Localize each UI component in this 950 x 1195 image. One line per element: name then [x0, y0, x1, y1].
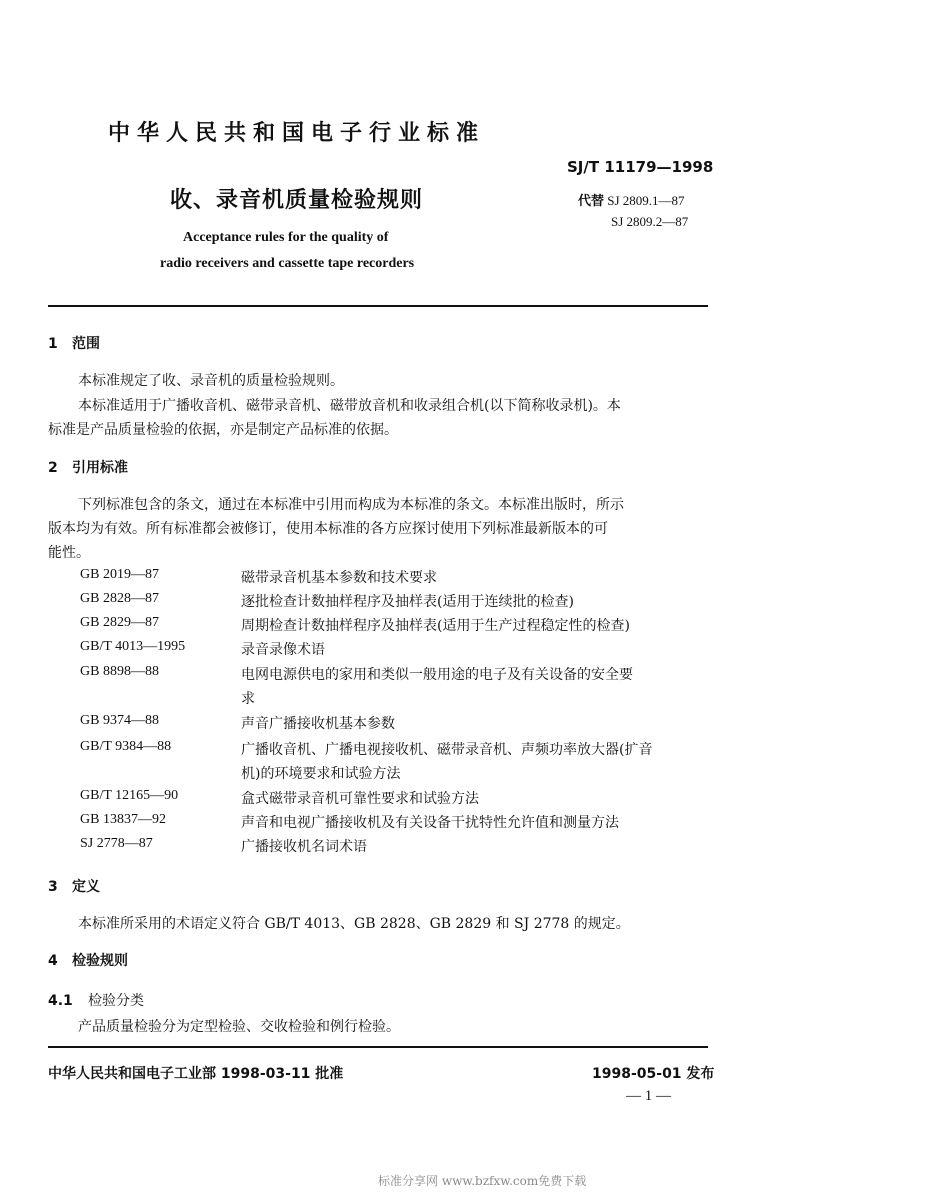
- reference-code: GB 2828—87: [80, 591, 159, 606]
- reference-title: 盒式磁带录音机可靠性要求和试验方法: [241, 791, 479, 807]
- subsection-title: 检验分类: [88, 993, 144, 1009]
- english-title-line-2: radio receivers and cassette tape recorders: [160, 256, 415, 271]
- reference-title-continued: 求: [241, 691, 255, 707]
- section-title: 范围: [72, 336, 100, 352]
- reference-title: 电网电源供电的家用和类似一般用途的电子及有关设备的安全要: [241, 667, 633, 683]
- header-org: 中华人民共和国电子行业标准: [108, 121, 486, 146]
- paragraph: 下列标准包含的条文，通过在本标准中引用而构成为本标准的条文。本标准出版时，所示: [78, 497, 624, 513]
- subsection-number: 4.1: [48, 993, 73, 1009]
- english-title-line-1: Acceptance rules for the quality of: [183, 230, 389, 245]
- reference-code: GB 9374—88: [80, 713, 159, 728]
- section-title: 引用标准: [72, 460, 128, 476]
- reference-code: GB/T 9384—88: [80, 739, 172, 754]
- bottom-divider: [48, 1046, 708, 1048]
- reference-code: SJ 2778—87: [80, 836, 153, 851]
- watermark: 标准分享网 www.bzfxw.com免费下载: [378, 1174, 587, 1188]
- paragraph: 本标准适用于广播收音机、磁带录音机、磁带放音机和收录组合机(以下简称收录机)。本: [78, 398, 621, 414]
- top-divider: [48, 305, 708, 307]
- reference-title: 逐批检查计数抽样程序及抽样表(适用于连续批的检查): [241, 594, 574, 610]
- section-number: 2: [48, 460, 58, 476]
- section-number: 1: [48, 336, 58, 352]
- page-number: — 1 —: [626, 1088, 671, 1104]
- reference-code: GB/T 12165—90: [80, 788, 179, 803]
- section-number: 3: [48, 879, 58, 895]
- approval-line: 中华人民共和国电子工业部 1998-03-11 批准: [48, 1066, 344, 1082]
- reference-title-continued: 机)的环境要求和试验方法: [241, 766, 401, 782]
- paragraph: 能性。: [48, 545, 90, 561]
- replaces-label: 代替: [578, 194, 605, 209]
- paragraph: 本标准所采用的术语定义符合 GB/T 4013、GB 2828、GB 2829 和 SJ 2778 的规定。: [78, 916, 630, 932]
- document-title: 收、录音机质量检验规则: [170, 188, 424, 213]
- reference-title: 广播收音机、广播电视接收机、磁带录音机、声频功率放大器(扩音: [241, 742, 653, 758]
- replaces-line-1: [578, 190, 685, 209]
- reference-title: 周期检查计数抽样程序及抽样表(适用于生产过程稳定性的检查): [241, 618, 630, 634]
- standard-number: SJ/T 11179—1998: [567, 158, 714, 176]
- reference-title: 录音录像术语: [241, 642, 325, 658]
- subsection-4-1-heading: [48, 990, 144, 1010]
- reference-title: 声音和电视广播接收机及有关设备干扰特性允许值和测量方法: [241, 815, 619, 831]
- reference-title: 声音广播接收机基本参数: [241, 716, 395, 732]
- section-title: 定义: [72, 879, 100, 895]
- reference-code: GB 13837—92: [80, 812, 166, 827]
- paragraph: 本标准规定了收、录音机的质量检验规则。: [78, 373, 344, 389]
- section-1-heading: [48, 333, 100, 353]
- reference-code: GB 2829—87: [80, 615, 159, 630]
- section-3-heading: [48, 876, 100, 896]
- reference-title: 广播接收机名词术语: [241, 839, 367, 855]
- section-title: 检验规则: [72, 953, 128, 969]
- reference-code: GB/T 4013—1995: [80, 639, 186, 654]
- reference-title: 磁带录音机基本参数和技术要求: [241, 570, 437, 586]
- reference-code: GB 2019—87: [80, 567, 159, 582]
- paragraph: 标准是产品质量检验的依据，亦是制定产品标准的依据。: [48, 422, 398, 438]
- section-4-heading: [48, 950, 128, 970]
- paragraph: 产品质量检验分为定型检验、交收检验和例行检验。: [78, 1019, 400, 1035]
- section-number: 4: [48, 953, 58, 969]
- issue-date: 1998-05-01 发布: [592, 1066, 715, 1082]
- replaces-1: SJ 2809.1—87: [607, 193, 685, 208]
- paragraph: 版本均为有效。所有标准都会被修订，使用本标准的各方应探讨使用下列标准最新版本的可: [48, 521, 608, 537]
- replaces-2: SJ 2809.2—87: [611, 214, 689, 229]
- section-2-heading: [48, 457, 128, 477]
- reference-code: GB 8898—88: [80, 664, 159, 679]
